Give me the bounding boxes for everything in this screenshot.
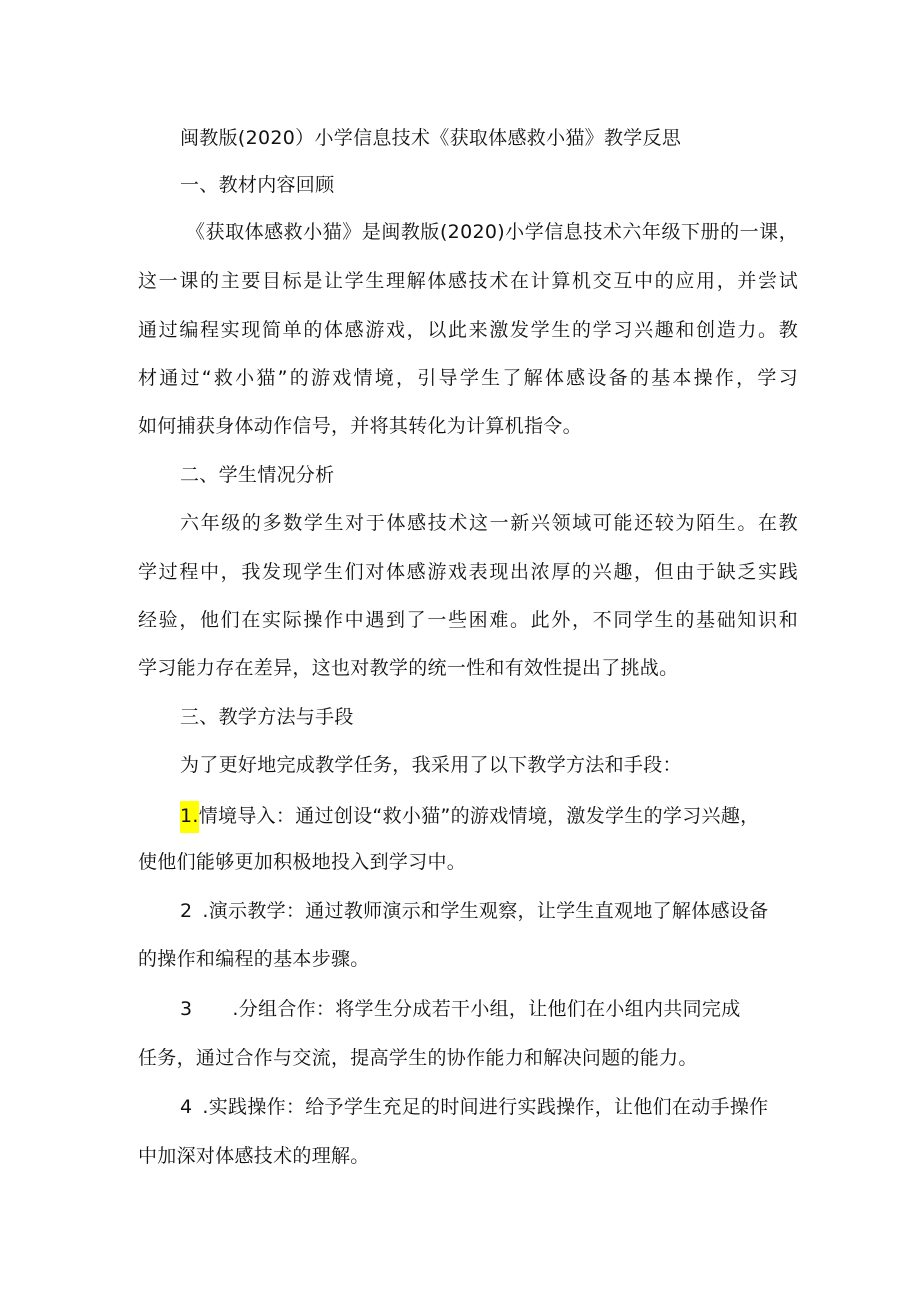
list-number: 4 bbox=[180, 1096, 193, 1118]
paragraph-line: 《获取体感救小猫》是闽教版(2020)小学信息技术六年级下册的一课， bbox=[186, 221, 798, 243]
section-heading: 一、教材内容回顾 bbox=[180, 174, 335, 196]
list-item-text: .演示教学：通过教师演示和学生观察，让学生直观地了解体感设备 bbox=[202, 900, 769, 922]
document-title: 闽教版(2020）小学信息技术《获取体感救小猫》教学反思 bbox=[180, 127, 682, 149]
paragraph-line: 学习能力存在差异，这也对教学的统一性和有效性提出了挑战。 bbox=[138, 657, 679, 679]
list-item-continuation: 中加深对体感技术的理解。 bbox=[138, 1145, 370, 1167]
paragraph-line: 经验，他们在实际操作中遇到了一些困难。此外，不同学生的基础知识和 bbox=[138, 609, 798, 631]
paragraph-line: 学过程中，我发现学生们对体感游戏表现出浓厚的兴趣，但由于缺乏实践 bbox=[138, 561, 798, 583]
list-item-text: .实践操作：给予学生充足的时间进行实践操作，让他们在动手操作 bbox=[202, 1096, 769, 1118]
highlighted-number: 1. bbox=[180, 801, 199, 833]
paragraph-line: 通过编程实现简单的体感游戏，以此来激发学生的学习兴趣和创造力。教 bbox=[138, 319, 798, 341]
list-item-continuation: 使他们能够更加积极地投入到学习中。 bbox=[138, 851, 467, 873]
list-number: 3 bbox=[180, 998, 193, 1020]
section-heading: 二、学生情况分析 bbox=[180, 464, 335, 486]
list-item bbox=[180, 801, 798, 833]
list-item-continuation: 任务，通过合作与交流，提高学生的协作能力和解决问题的能力。 bbox=[138, 1047, 698, 1069]
paragraph-line: 为了更好地完成教学任务，我采用了以下教学方法和手段： bbox=[180, 754, 682, 776]
paragraph-line: 六年级的多数学生对于体感技术这一新兴领域可能还较为陌生。在教 bbox=[180, 512, 798, 534]
paragraph-line: 这一课的主要目标是让学生理解体感技术在计算机交互中的应用，并尝试 bbox=[138, 270, 798, 292]
section-heading: 三、教学方法与手段 bbox=[180, 706, 354, 728]
list-item bbox=[180, 996, 798, 1022]
list-item-continuation: 的操作和编程的基本步骤。 bbox=[138, 948, 370, 970]
list-item bbox=[180, 898, 798, 924]
list-item-text: .分组合作：将学生分成若干小组，让他们在小组内共同完成 bbox=[232, 998, 741, 1020]
list-item bbox=[180, 1094, 798, 1120]
list-number: 2 bbox=[180, 900, 193, 922]
paragraph-line: 如何捕获身体动作信号，并将其转化为计算机指令。 bbox=[138, 415, 582, 437]
list-item-text: 情境导入：通过创设“救小猫”的游戏情境，激发学生的学习兴趣， bbox=[198, 805, 760, 827]
paragraph-line: 材通过“救小猫”的游戏情境，引导学生了解体感设备的基本操作，学习 bbox=[138, 367, 798, 389]
